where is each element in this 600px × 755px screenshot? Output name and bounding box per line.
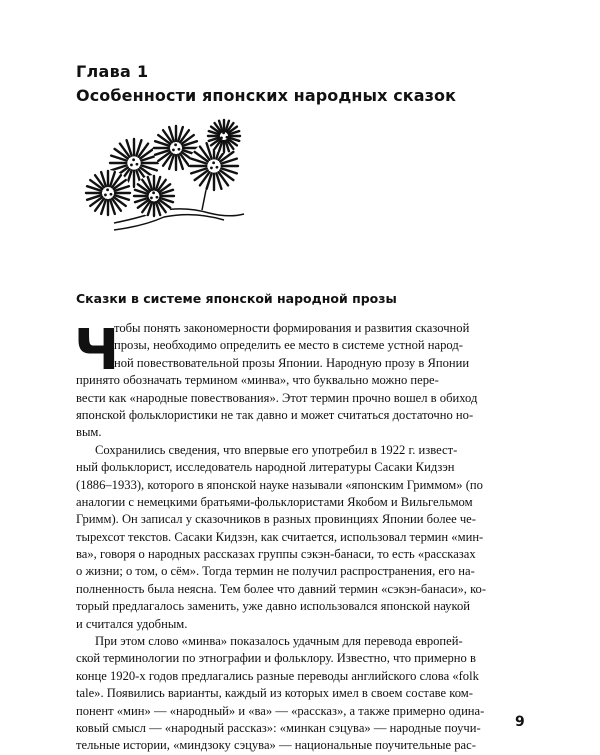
text-line: При этом слово «минва» показалось удачным для перевода европей- xyxy=(95,634,463,649)
text-line: ный фольклорист, исследователь народной литературы Сасаки Кидзэн xyxy=(76,460,455,475)
text-line: ской терминологии по этнографии и фольклору. Известно, что примерно в xyxy=(76,651,476,666)
text-line: японской фольклористики не так давно и может считаться достаточно но- xyxy=(76,407,474,422)
text-line: и считался удобным. xyxy=(76,616,188,631)
svg-text:Ч: Ч xyxy=(74,318,120,383)
text-line: tale». Появились варианты, каждый из которых имел в своем составе ком- xyxy=(76,686,473,701)
text-line: ной повествовательной прозы Японии. Народную прозу в Японии xyxy=(114,355,470,370)
text-line: ва», говоря о народных рассказах группы сэкэн-банаси, то есть «рассказах xyxy=(76,547,476,562)
text-line: тырехсот текстов. Сасаки Кидзэн, как считается, использовал термин «мин- xyxy=(76,529,484,544)
page-number: 9 xyxy=(515,714,525,730)
text-line: Гримм). Он записал у сказочников в разных провинциях Японии более че- xyxy=(76,512,476,527)
text-line: аналогии с немецкими братьями-фольклористами Якобом и Вильгельмом xyxy=(76,494,473,509)
section-heading: Сказки в системе японской народной прозы xyxy=(76,291,397,306)
chapter-label: Глава 1 xyxy=(76,62,149,81)
text-line: тобы понять закономерности формирования и развития сказочной xyxy=(114,321,470,335)
text-line: полненность была неясна. Тем более что давний термин «сэкэн-банаси», ко- xyxy=(76,581,487,596)
text-line: вым. xyxy=(76,425,102,440)
text-line: конце 1920-х годов предлагались разные переводы английского слова «folk xyxy=(76,668,479,683)
pine-tree-ornament-icon xyxy=(84,118,254,248)
body-text xyxy=(76,320,528,755)
text-line: вести как «народные повествования». Этот термин прочно вошел в обиход xyxy=(76,390,478,405)
text-line: принято обозначать термином «минва», что буквально можно пере- xyxy=(76,373,439,388)
chapter-title: Особенности японских народных сказок xyxy=(76,86,457,105)
text-line: понент «мин» — «народный» и «ва» — «рассказ», а также примерно одина- xyxy=(76,703,485,718)
text-line: ковый смысл — «народный рассказ»: «минкан сэцува» — народные поучи- xyxy=(76,720,481,735)
text-line: тельные истории, «миндзоку сэцува» — национальные поучительные рас- xyxy=(76,738,476,753)
text-line: Сохранились сведения, что впервые его употребил в 1922 г. извест- xyxy=(95,442,458,457)
text-line: (1886–1933), которого в японской науке называли «японским Гриммом» (по xyxy=(76,477,483,492)
text-line: торый предлагалось заменить, уже давно использовался японской наукой xyxy=(76,599,470,614)
text-line: прозы, необходимо определить ее место в системе устной народ- xyxy=(114,338,463,353)
text-line: о жизни; о том, о сём». Тогда термин не получил распространения, его на- xyxy=(76,564,475,579)
